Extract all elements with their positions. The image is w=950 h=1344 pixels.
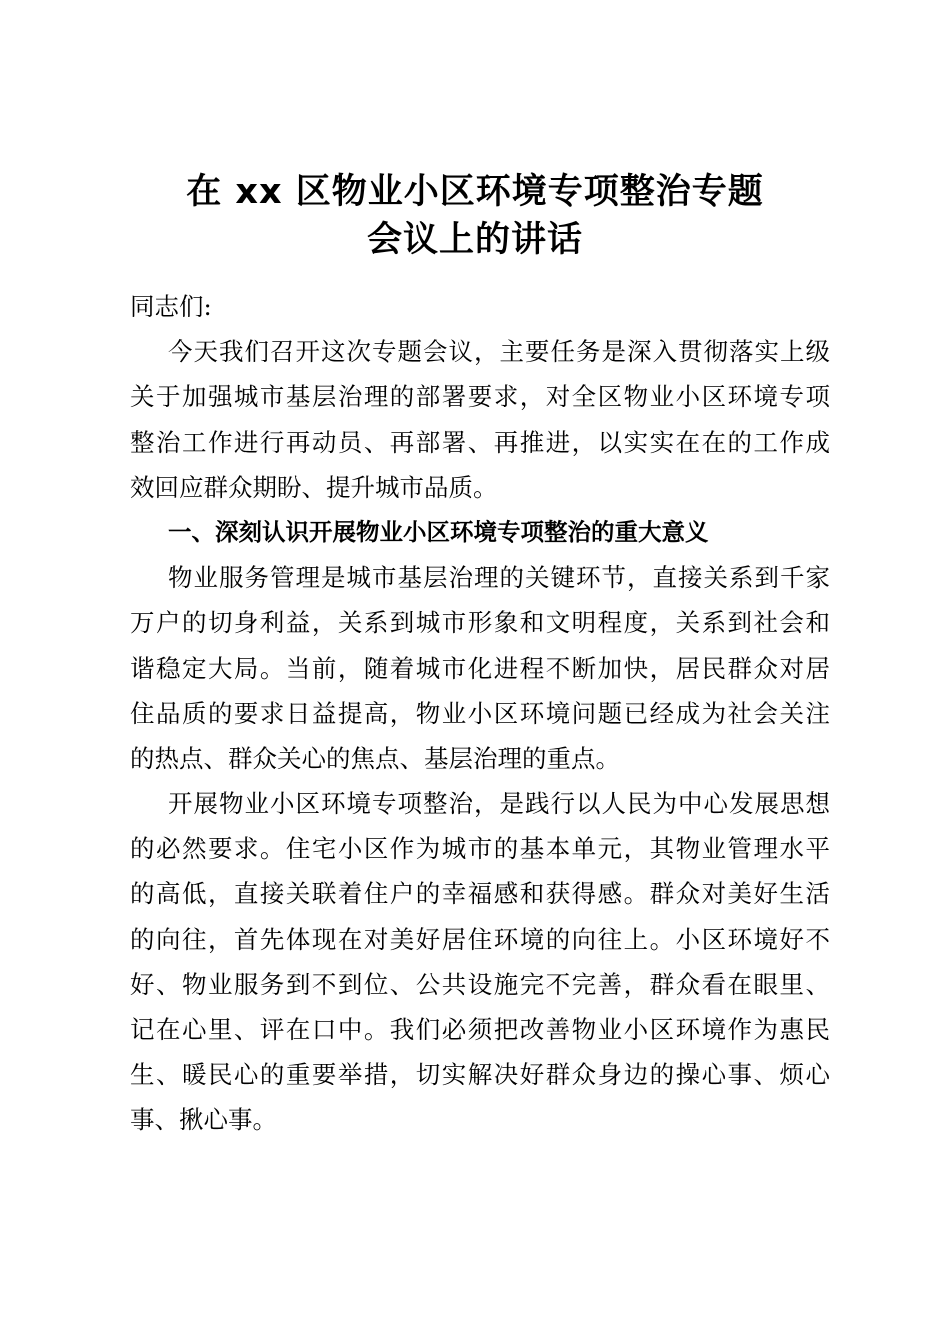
paragraph-line: 事、揪心事。 (130, 1105, 277, 1135)
paragraph-line: 住品质的要求日益提高，物业小区环境问题已经成为社会关注 (130, 698, 830, 728)
paragraph-line: 物业服务管理是城市基层治理的关键环节，直接关系到千家 (168, 563, 830, 593)
paragraph-line: 的高低，直接关联着住户的幸福感和获得感。群众对美好生活 (130, 879, 830, 909)
salutation: 同志们: (130, 292, 212, 321)
intro-paragraph (130, 329, 830, 510)
paragraph-line: 谐稳定大局。当前，随着城市化进程不断加快，居民群众对居 (130, 653, 830, 683)
paragraph-line: 万户的切身利益，关系到城市形象和文明程度，关系到社会和 (130, 608, 830, 638)
paragraph-line: 开展物业小区环境专项整治，是践行以人民为中心发展思想 (168, 789, 830, 819)
paragraph-line: 的必然要求。住宅小区作为城市的基本单元，其物业管理水平 (130, 834, 830, 864)
document-title-line-1: 在 xx 区物业小区环境专项整治专题 (186, 172, 764, 212)
paragraph-line: 效回应群众期盼、提升城市品质。 (130, 472, 498, 502)
paragraph-line: 的向往，首先体现在对美好居住环境的向往上。小区环境好不 (130, 924, 830, 954)
paragraph-line: 整治工作进行再动员、再部署、再推进，以实实在在的工作成 (130, 427, 830, 457)
paragraph-line: 的热点、群众关心的焦点、基层治理的重点。 (130, 743, 620, 773)
document-body (130, 284, 830, 1143)
paragraph-line: 今天我们召开这次专题会议，主要任务是深入贯彻落实上级 (168, 337, 830, 367)
paragraph-line: 生、暖民心的重要举措，切实解决好群众身边的操心事、烦心 (130, 1060, 830, 1090)
paragraph-line: 好、物业服务到不到位、公共设施完不完善，群众看在眼里、 (130, 969, 830, 999)
section-heading: 一、深刻认识开展物业小区环境专项整治的重大意义 (168, 517, 709, 546)
section1-paragraph-1 (130, 555, 830, 781)
paragraph-line: 关于加强城市基层治理的部署要求，对全区物业小区环境专项 (130, 382, 830, 412)
section1-paragraph-2 (130, 781, 830, 1143)
document-title-line-2: 会议上的讲话 (366, 220, 583, 260)
paragraph-line: 记在心里、评在口中。我们必须把改善物业小区环境作为惠民 (130, 1015, 830, 1044)
